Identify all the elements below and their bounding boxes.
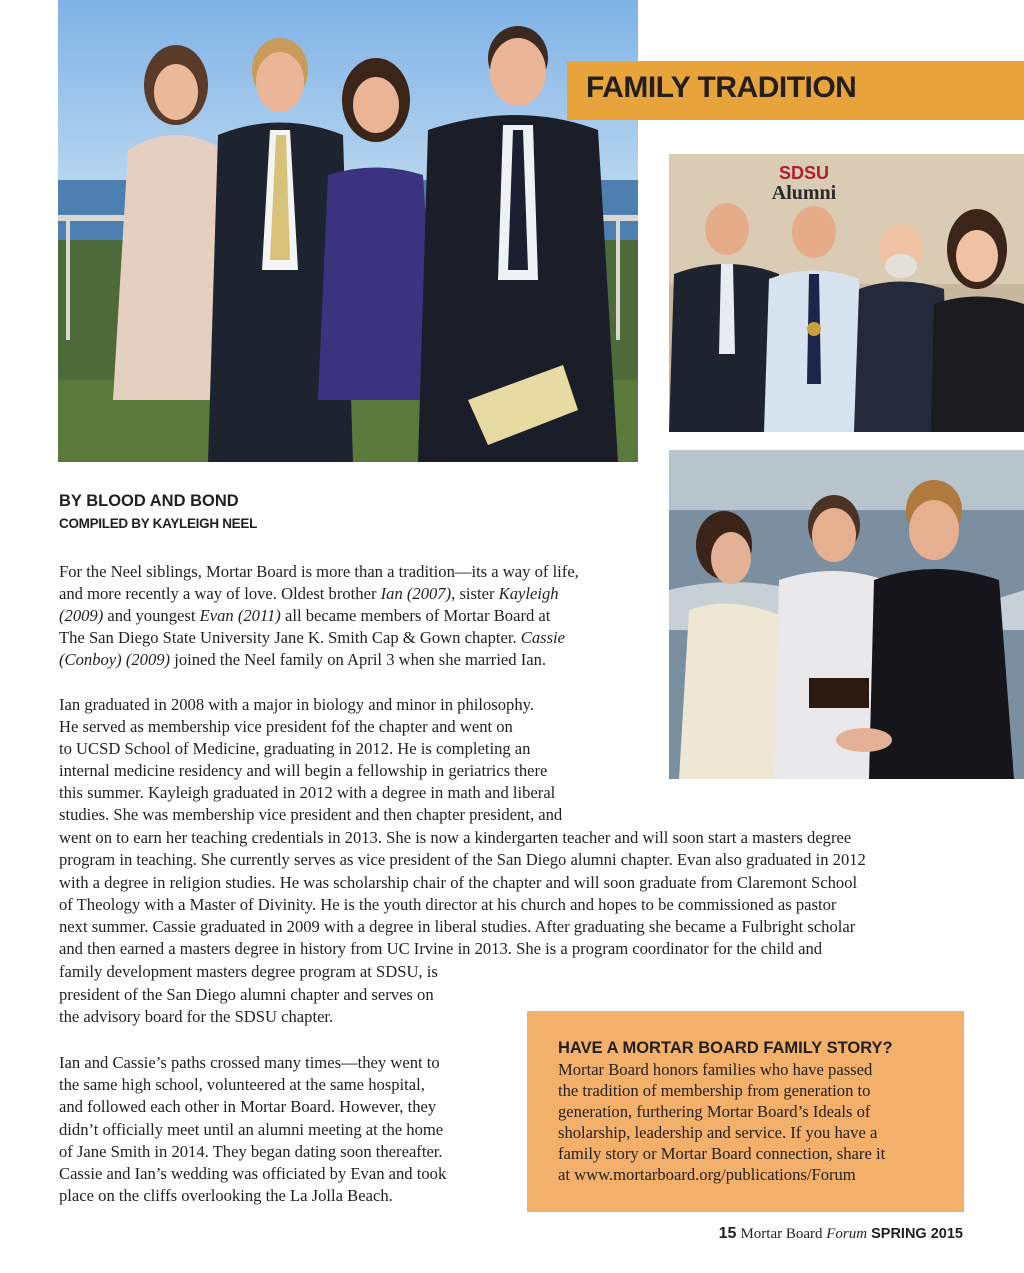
callout-heading: HAVE A MORTAR BOARD FAMILY STORY? [558,1039,893,1057]
alumni-sign: Alumni [771,182,837,204]
article-byline: COMPILED BY KAYLEIGH NEEL [59,516,258,531]
article-line: (Conboy) (2009) joined the Neel family on April 3 when she married Ian. [59,650,547,669]
article-line: (2009) and youngest Evan (2011) all became members of Mortar Board at [59,606,551,625]
callout-line: sholarship, leadership and service. If you have a [558,1123,878,1142]
article-line: He served as membership vice president fof the chapter and went on [59,717,513,736]
article-line: president of the San Diego alumni chapter and serves on [59,985,434,1004]
callout-line: generation, furthering Mortar Board’s Ideals of [558,1102,871,1121]
article-line: The San Diego State University Jane K. Smith Cap & Gown chapter. Cassie [59,628,566,647]
magazine-name: Mortar Board Forum [740,1226,868,1242]
article-line: internal medicine residency and will begin a fellowship in geriatrics there [59,761,548,780]
wedding-photo [669,450,1024,779]
article-line: Cassie and Ian’s wedding was officiated by Evan and took [59,1164,447,1183]
callout-link-line[interactable]: at www.mortarboard.org/publications/Forum [558,1165,856,1184]
article-line: and then earned a masters degree in history from UC Irvine in 2013. She is a program coordinator for the child and [59,939,823,958]
article-line: place on the cliffs overlooking the La Jolla Beach. [59,1186,393,1205]
article-line: of Jane Smith in 2014. They began dating soon thereafter. [59,1142,443,1161]
section-title: FAMILY TRADITION [586,71,857,104]
callout-line: the tradition of membership from generation to [558,1081,871,1100]
article-line: went on to earn her teaching credentials in 2013. She is now a kindergarten teacher and will soon start a masters degree [59,828,852,847]
alumni-event-photo [669,154,1024,432]
issue-label: SPRING 2015 [871,1226,963,1242]
article-line: and followed each other in Mortar Board. However, they [59,1097,437,1116]
article-line: to UCSD School of Medicine, graduating in 2012. He is completing an [59,739,531,758]
article-line: with a degree in religion studies. He was scholarship chair of the chapter and will soon graduate from Claremont School [59,873,858,892]
article-line: the advisory board for the SDSU chapter. [59,1007,334,1026]
article-line: and more recently a way of love. Oldest brother Ian (2007), sister Kayleigh [59,584,559,603]
article-line: For the Neel siblings, Mortar Board is more than a tradition—its a way of life, [59,562,579,581]
article-line: program in teaching. She currently serves as vice president of the San Diego alumni chapter. Evan also graduated in 2012 [59,850,866,869]
sdsu-sign: SDSU [778,163,830,183]
article-line: Ian graduated in 2008 with a major in biology and minor in philosophy. [59,695,534,714]
family-group-photo [58,0,638,462]
page-footer [719,1225,963,1243]
section-banner [567,61,1024,120]
family-story-callout [527,1011,964,1212]
callout-line: family story or Mortar Board connection, share it [558,1144,886,1163]
article-line: this summer. Kayleigh graduated in 2012 with a degree in math and liberal [59,783,556,802]
callout-line: Mortar Board honors families who have passed [558,1060,873,1079]
article-line: didn’t officially meet until an alumni meeting at the home [59,1120,444,1139]
article-line: next summer. Cassie graduated in 2009 with a degree in liberal studies. After graduating she became a Fulbright scholar [59,917,856,936]
article-line: of Theology with a Master of Divinity. He is the youth director at his church and hopes to be commissioned as pastor [59,895,837,914]
article-line: studies. She was membership vice president and then chapter president, and [59,805,563,824]
article-heading: BY BLOOD AND BOND [59,492,239,510]
article-line: Ian and Cassie’s paths crossed many times—they went to [59,1053,440,1072]
article-line: the same high school, volunteered at the same hospital, [59,1075,425,1094]
page-number: 15 [718,1225,737,1242]
article-line: family development masters degree program at SDSU, is [59,962,438,981]
